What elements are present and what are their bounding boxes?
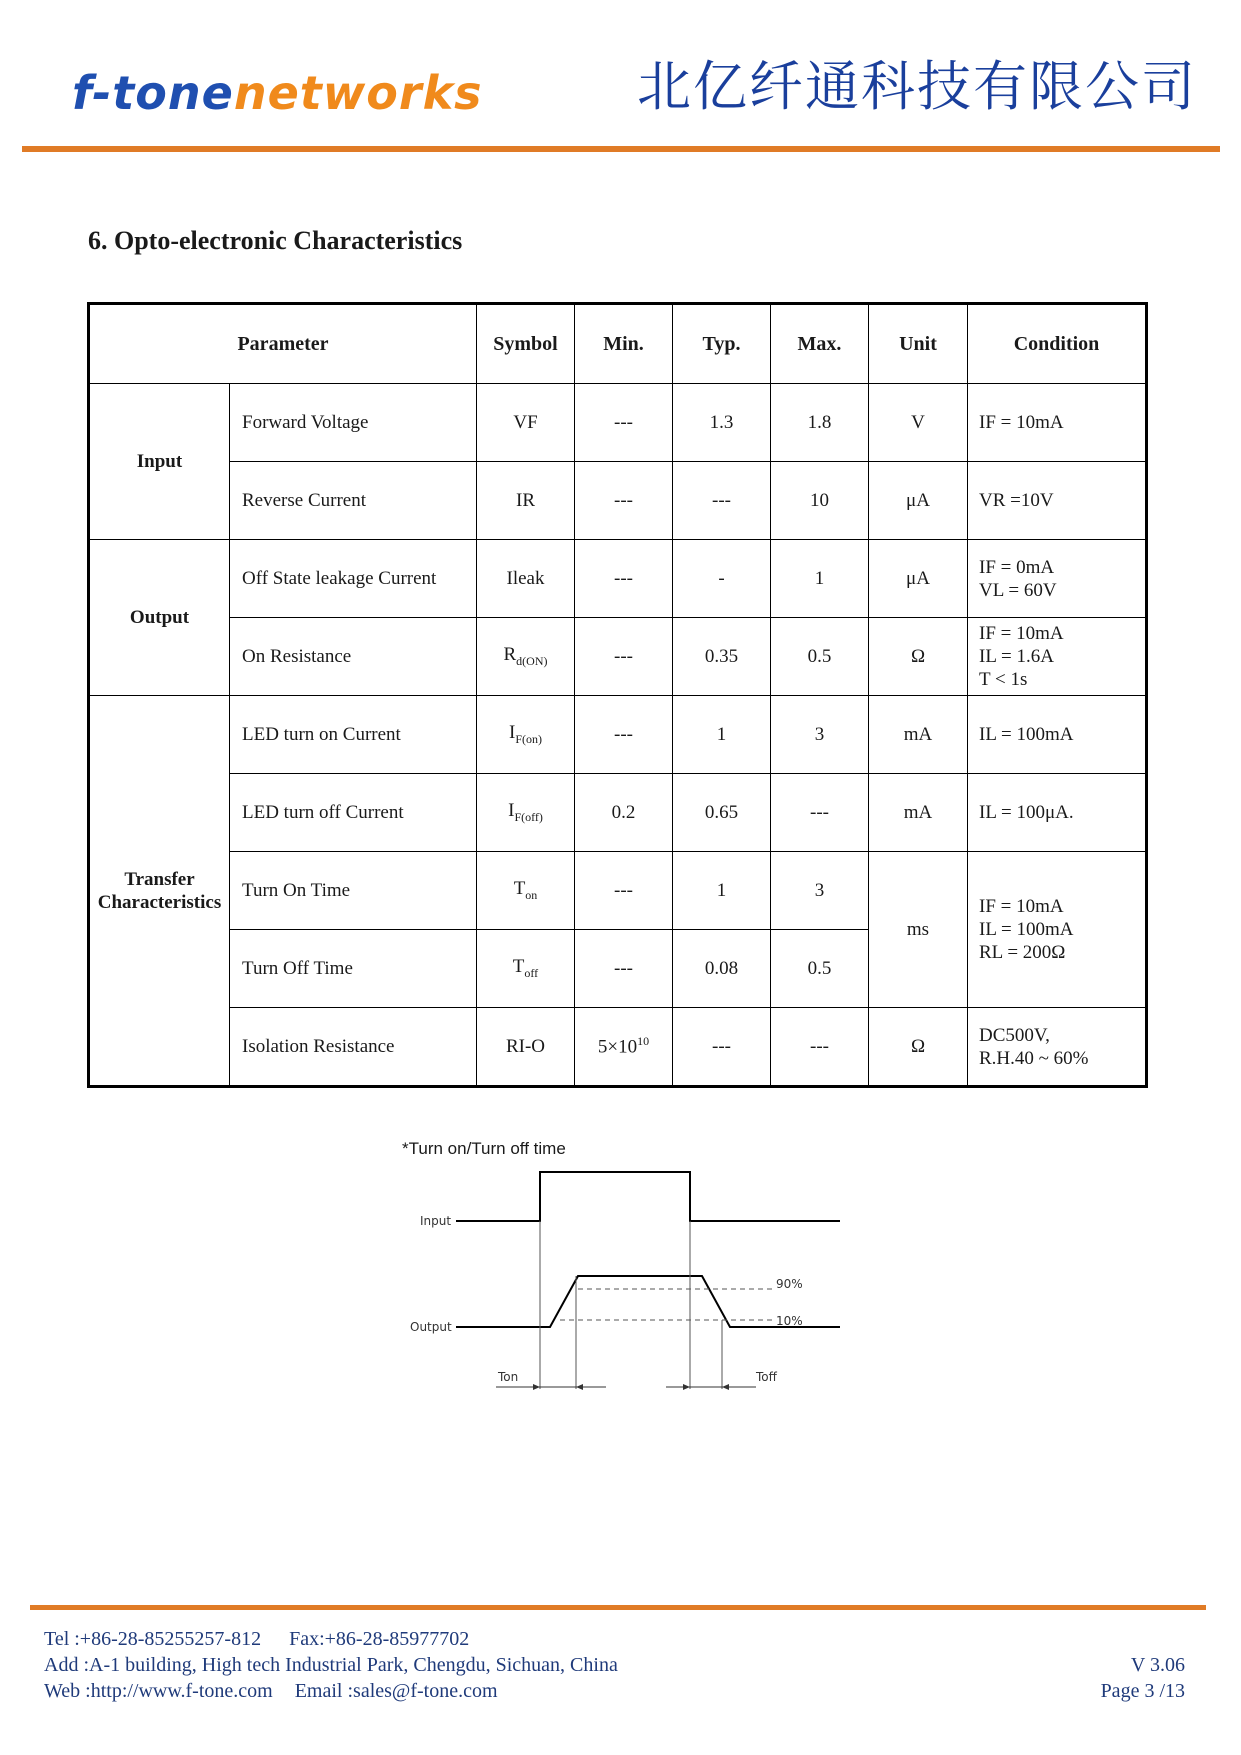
symbol-cell: [477, 618, 575, 696]
ton-label: Ton: [498, 1370, 519, 1384]
input-label: Input: [420, 1214, 452, 1228]
header-symbol: Symbol: [477, 304, 575, 384]
condition-line: IL = 100μA.: [979, 802, 1074, 823]
param-cell: LED turn off Current: [230, 774, 477, 852]
symbol-main: T: [513, 878, 526, 900]
condition-line: RL = 200Ω: [979, 942, 1066, 963]
min-exponent: 10: [637, 1034, 650, 1049]
table-row: [89, 774, 1147, 852]
typ-cell: 1.3: [673, 384, 771, 462]
toff-label: Toff: [756, 1370, 777, 1384]
footer-divider: [30, 1605, 1206, 1610]
header-parameter: Parameter: [89, 304, 477, 384]
ton-arrowhead-right: [533, 1384, 540, 1390]
symbol-cell: VF: [477, 384, 575, 462]
param-cell: Turn Off Time: [230, 930, 477, 1008]
timing-diagram: [400, 1135, 840, 1395]
condition-cell: [968, 696, 1147, 774]
min-cell: ---: [575, 618, 673, 696]
footer-tel: Tel :+86-28-85255257-812: [44, 1628, 262, 1650]
min-cell: [575, 1008, 673, 1087]
max-cell: 0.5: [771, 618, 869, 696]
condition-cell: [968, 618, 1147, 696]
symbol-sub: F(on): [515, 731, 542, 746]
group-transfer: [89, 696, 230, 1087]
condition-line: VR =10V: [979, 490, 1054, 511]
condition-cell: [968, 462, 1147, 540]
condition-line: R.H.40 ~ 60%: [979, 1047, 1089, 1069]
header-min: Min.: [575, 304, 673, 384]
max-cell: ---: [771, 774, 869, 852]
condition-cell: [968, 1008, 1147, 1087]
footer-fax: Fax:+86-28-85977702: [289, 1628, 470, 1650]
condition-cell: [968, 384, 1147, 462]
pct-90-label: 90%: [776, 1277, 803, 1291]
typ-cell: ---: [673, 462, 771, 540]
unit-cell: mA: [869, 774, 968, 852]
symbol-main: I: [509, 722, 516, 744]
output-label: Output: [410, 1320, 452, 1334]
typ-cell: ---: [673, 1008, 771, 1087]
symbol-sub: off: [524, 965, 539, 980]
max-cell: 3: [771, 852, 869, 930]
footer-address: Add :A-1 building, High tech Industrial Park, Chengdu, Sichuan, China: [44, 1654, 618, 1676]
table-row: [89, 384, 1147, 462]
header-condition: Condition: [968, 304, 1147, 384]
header-unit: Unit: [869, 304, 968, 384]
max-cell: 0.5: [771, 930, 869, 1008]
symbol-sub: d(ON): [516, 653, 548, 668]
logo-text-part2: networks: [233, 66, 483, 120]
section-title: 6. Opto-electronic Characteristics: [88, 226, 463, 255]
condition-line: IL = 100mA: [979, 724, 1074, 745]
param-cell: LED turn on Current: [230, 696, 477, 774]
condition-line: IL = 1.6A: [979, 646, 1054, 667]
param-cell: Reverse Current: [230, 462, 477, 540]
timing-diagram-svg: [400, 1135, 840, 1395]
symbol-cell: [477, 774, 575, 852]
typ-cell: 0.35: [673, 618, 771, 696]
group-transfer-line1: Transfer: [124, 868, 195, 890]
symbol-cell: [477, 930, 575, 1008]
param-cell: Isolation Resistance: [230, 1008, 477, 1087]
company-logo: [72, 66, 483, 120]
footer-line-phone: [44, 1626, 618, 1652]
symbol-sub: F(off): [514, 809, 543, 824]
unit-cell: Ω: [869, 618, 968, 696]
table-row: [89, 618, 1147, 696]
min-cell: ---: [575, 696, 673, 774]
toff-arrowhead-right: [683, 1384, 690, 1390]
table-row: [89, 696, 1147, 774]
condition-cell: [968, 774, 1147, 852]
footer-email: Email :sales@f-tone.com: [294, 1680, 498, 1702]
max-cell: 1: [771, 540, 869, 618]
min-cell: 0.2: [575, 774, 673, 852]
symbol-main: R: [503, 644, 517, 666]
param-cell: Off State leakage Current: [230, 540, 477, 618]
max-cell: 1.8: [771, 384, 869, 462]
unit-cell: V: [869, 384, 968, 462]
max-cell: 10: [771, 462, 869, 540]
max-cell: ---: [771, 1008, 869, 1087]
footer-web: Web :http://www.f-tone.com: [44, 1680, 273, 1702]
table-row: [89, 462, 1147, 540]
condition-cell: [968, 540, 1147, 618]
condition-line: T < 1s: [979, 669, 1028, 690]
footer-contact: [44, 1626, 618, 1704]
unit-cell: mA: [869, 696, 968, 774]
table-row: [89, 1008, 1147, 1087]
group-transfer-line2: Characteristics: [97, 891, 222, 913]
param-cell: Forward Voltage: [230, 384, 477, 462]
toff-arrowhead-left: [722, 1384, 729, 1390]
symbol-cell: Ileak: [477, 540, 575, 618]
footer-version: V 3.06: [1130, 1654, 1185, 1676]
typ-cell: 0.65: [673, 774, 771, 852]
min-cell: ---: [575, 462, 673, 540]
min-cell: ---: [575, 930, 673, 1008]
pct-10-label: 10%: [776, 1314, 803, 1328]
header-divider: [22, 146, 1220, 152]
footer-line-web: [44, 1678, 618, 1704]
condition-line: IF = 10mA: [979, 896, 1064, 917]
unit-cell: Ω: [869, 1008, 968, 1087]
footer-meta: [1101, 1652, 1185, 1704]
min-cell: ---: [575, 540, 673, 618]
unit-cell: ms: [869, 852, 968, 1008]
condition-cell: [968, 852, 1147, 1008]
symbol-main: I: [508, 800, 515, 822]
symbol-cell: RI-O: [477, 1008, 575, 1087]
condition-line: VL = 60V: [979, 579, 1057, 601]
min-cell: ---: [575, 384, 673, 462]
symbol-cell: IR: [477, 462, 575, 540]
footer-page-number: Page 3 /13: [1100, 1680, 1185, 1702]
typ-cell: -: [673, 540, 771, 618]
unit-cell: μA: [869, 540, 968, 618]
table-row: [89, 540, 1147, 618]
param-cell: Turn On Time: [230, 852, 477, 930]
logo-text-part1: f-tone: [72, 66, 234, 120]
group-output: Output: [89, 540, 230, 696]
group-input: Input: [89, 384, 230, 540]
symbol-sub: on: [525, 887, 538, 902]
min-base: 5×10: [597, 1036, 638, 1058]
condition-line: IL = 100mA: [979, 919, 1074, 940]
company-name-cn: 北亿纤通科技有限公司: [637, 55, 1197, 118]
ton-arrowhead-left: [576, 1384, 583, 1390]
condition-line: IF = 10mA: [979, 623, 1064, 644]
table-row: [89, 852, 1147, 930]
header-max: Max.: [771, 304, 869, 384]
table-header-row: [89, 304, 1147, 384]
min-cell: ---: [575, 852, 673, 930]
diagram-title: *Turn on/Turn off time: [402, 1139, 566, 1158]
input-waveform: [456, 1172, 840, 1221]
symbol-main: T: [512, 956, 525, 978]
symbol-cell: [477, 696, 575, 774]
typ-cell: 0.08: [673, 930, 771, 1008]
typ-cell: 1: [673, 696, 771, 774]
condition-line: IF = 10mA: [979, 412, 1064, 433]
condition-line: DC500V,: [979, 1024, 1050, 1046]
param-cell: On Resistance: [230, 618, 477, 696]
symbol-cell: [477, 852, 575, 930]
header-typ: Typ.: [673, 304, 771, 384]
condition-line: IF = 0mA: [979, 556, 1055, 578]
typ-cell: 1: [673, 852, 771, 930]
unit-cell: μA: [869, 462, 968, 540]
characteristics-table: [87, 302, 1148, 1088]
max-cell: 3: [771, 696, 869, 774]
